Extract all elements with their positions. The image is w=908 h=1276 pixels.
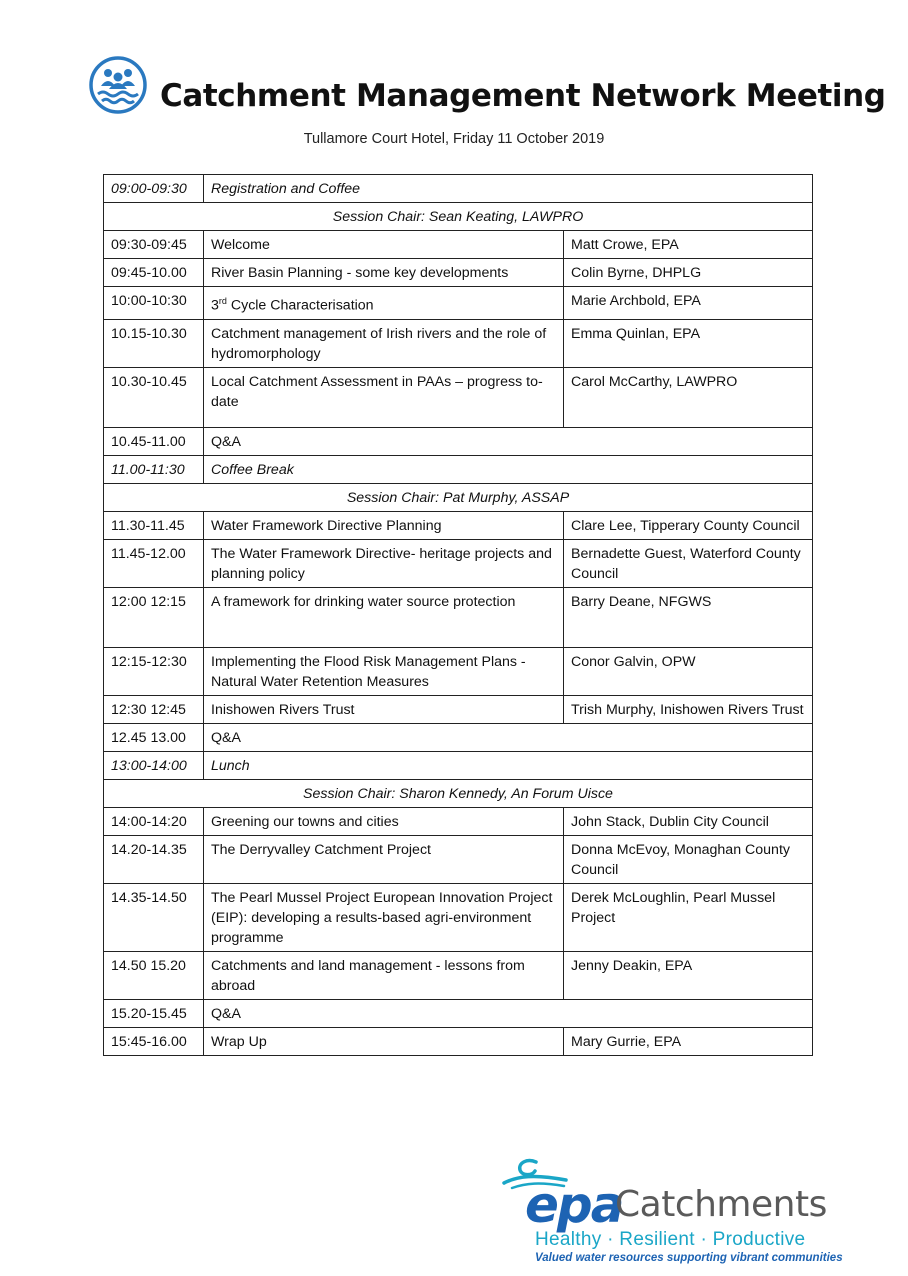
agenda-row [104,751,813,779]
brand-subline: Valued water resources supporting vibrant communities [535,1252,843,1264]
agenda-row [104,427,813,455]
agenda-title: The Derryvalley Catchment Project [204,835,564,883]
agenda-row [104,999,813,1027]
session-chair: Session Chair: Sharon Kennedy, An Forum Uisce [104,779,813,807]
agenda-time: 12:30 12:45 [104,695,204,723]
agenda-row [104,951,813,999]
agenda-row [104,695,813,723]
agenda-time: 12:00 12:15 [104,587,204,647]
agenda-row [104,367,813,427]
agenda-row [104,231,813,259]
agenda-time: 15.20-15.45 [104,999,204,1027]
agenda-row [104,835,813,883]
agenda-speaker: Trish Murphy, Inishowen Rivers Trust [564,695,813,723]
agenda-time: 09:45-10.00 [104,259,204,287]
agenda-time: 13:00-14:00 [104,751,204,779]
agenda-title: Catchment management of Irish rivers and the role of hydromorphology [204,319,564,367]
title-text: Cycle Characterisation [226,297,374,314]
agenda-row [104,259,813,287]
agenda-title: Welcome [204,231,564,259]
agenda-row [104,287,813,320]
agenda-title: Registration and Coffee [204,175,813,203]
agenda-title [204,287,564,320]
agenda-speaker: Matt Crowe, EPA [564,231,813,259]
agenda-time: 14.20-14.35 [104,835,204,883]
agenda-row [104,723,813,751]
brand-tagline: Healthy · Resilient · Productive [535,1229,806,1250]
agenda-speaker: John Stack, Dublin City Council [564,807,813,835]
agenda-speaker: Conor Galvin, OPW [564,647,813,695]
agenda-time: 11.00-11:30 [104,455,204,483]
agenda-title: River Basin Planning - some key developments [204,259,564,287]
agenda-title: Greening our towns and cities [204,807,564,835]
agenda-row [104,539,813,587]
agenda-time: 12.45 13.00 [104,723,204,751]
agenda-row [104,1027,813,1055]
agenda-title: Catchments and land management - lessons from abroad [204,951,564,999]
agenda-row [104,319,813,367]
agenda-title: Q&A [204,723,813,751]
agenda-title: Local Catchment Assessment in PAAs – progress to-date [204,367,564,427]
agenda-speaker: Donna McEvoy, Monaghan County Council [564,835,813,883]
agenda-title: Lunch [204,751,813,779]
title-ordinal: 3 [211,297,219,314]
agenda-row [104,483,813,511]
agenda-speaker: Derek McLoughlin, Pearl Mussel Project [564,883,813,951]
agenda-time: 10:00-10:30 [104,287,204,320]
agenda-time: 15:45-16.00 [104,1027,204,1055]
agenda-row [104,511,813,539]
agenda-title: Q&A [204,427,813,455]
agenda-title: Q&A [204,999,813,1027]
agenda-speaker: Jenny Deakin, EPA [564,951,813,999]
agenda-row [104,175,813,203]
agenda-time: 09:00-09:30 [104,175,204,203]
agenda-row [104,203,813,231]
agenda-title: Implementing the Flood Risk Management Plans - Natural Water Retention Measures [204,647,564,695]
agenda-speaker: Bernadette Guest, Waterford County Council [564,539,813,587]
agenda-time: 14.50 15.20 [104,951,204,999]
agenda-table [103,174,813,1056]
agenda-row [104,587,813,647]
people-water-icon [89,56,147,114]
brand-epa-text: epa [525,1176,623,1234]
agenda-time: 10.15-10.30 [104,319,204,367]
agenda-speaker: Barry Deane, NFGWS [564,587,813,647]
agenda-title: Water Framework Directive Planning [204,511,564,539]
agenda-title: Inishowen Rivers Trust [204,695,564,723]
agenda-time: 09:30-09:45 [104,231,204,259]
agenda-speaker: Mary Gurrie, EPA [564,1027,813,1055]
agenda-speaker: Marie Archbold, EPA [564,287,813,320]
agenda-time: 11.45-12.00 [104,539,204,587]
agenda-row [104,883,813,951]
agenda-time: 14:00-14:20 [104,807,204,835]
agenda-row [104,455,813,483]
agenda-row [104,807,813,835]
agenda-title: Wrap Up [204,1027,564,1055]
agenda-time: 10.30-10.45 [104,367,204,427]
agenda-speaker: Emma Quinlan, EPA [564,319,813,367]
title-ordinal-suffix: rd [218,296,227,306]
agenda-title: The Water Framework Directive- heritage projects and planning policy [204,539,564,587]
agenda-speaker: Colin Byrne, DHPLG [564,259,813,287]
agenda-speaker: Carol McCarthy, LAWPRO [564,367,813,427]
agenda-title: The Pearl Mussel Project European Innovation Project (EIP): developing a results-based agri-environment programme [204,883,564,951]
agenda-title: Coffee Break [204,455,813,483]
agenda-time: 11.30-11.45 [104,511,204,539]
epa-catchments-logo [497,1153,857,1271]
agenda-title: A framework for drinking water source protection [204,587,564,647]
session-chair: Session Chair: Sean Keating, LAWPRO [104,203,813,231]
agenda-time: 14.35-14.50 [104,883,204,951]
event-location-date: Tullamore Court Hotel, Friday 11 October 2019 [303,131,605,147]
page-title: Catchment Management Network Meeting [160,78,886,114]
agenda-row [104,779,813,807]
session-chair: Session Chair: Pat Murphy, ASSAP [104,483,813,511]
agenda-speaker: Clare Lee, Tipperary County Council [564,511,813,539]
brand-catchments-text: Catchments [615,1184,827,1225]
agenda-row [104,647,813,695]
agenda-time: 12:15-12:30 [104,647,204,695]
agenda-time: 10.45-11.00 [104,427,204,455]
